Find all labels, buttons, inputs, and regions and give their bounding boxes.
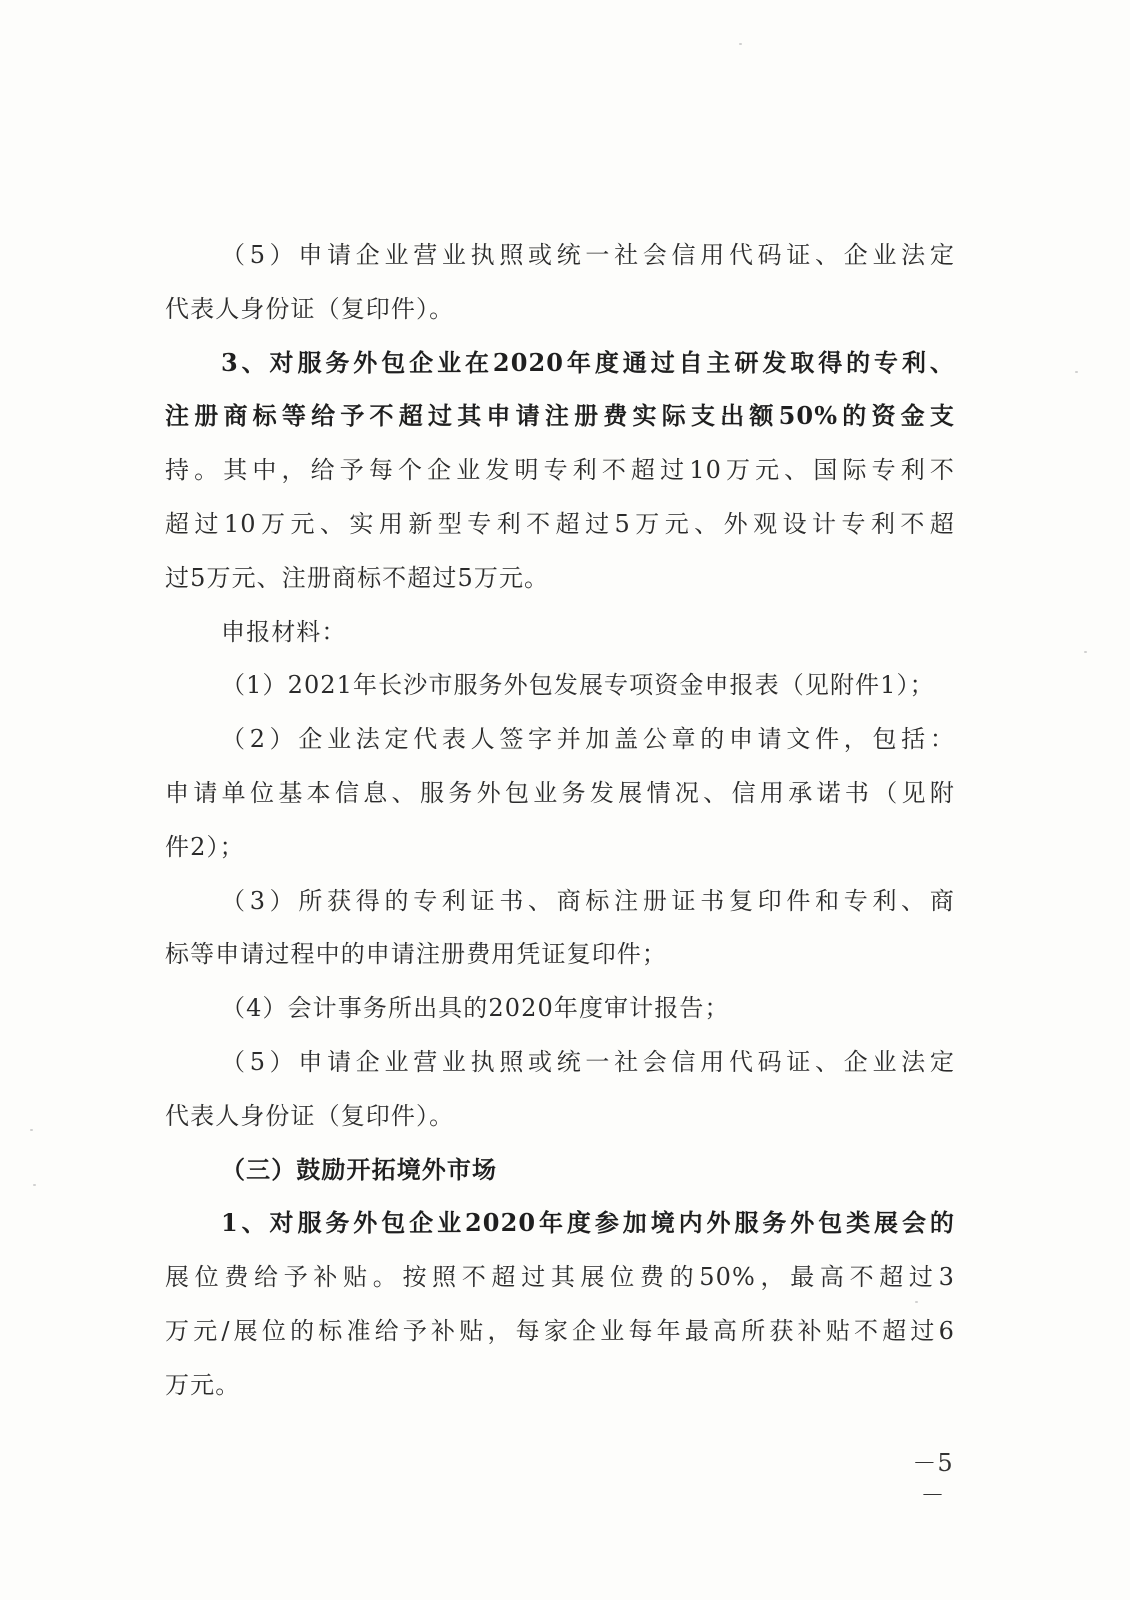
list-item-continuation: 代表人身份证（复印件）。 — [165, 1101, 455, 1130]
list-item: （2）企业法定代表人签字并加盖公章的申请文件，包括： — [221, 725, 955, 754]
paragraph-line: 万元/展位的标准给予补贴，每家企业每年最高所获补贴不超过6 — [165, 1316, 955, 1345]
paragraph-line: 万元。 — [165, 1370, 241, 1399]
list-item: （4）会计事务所出具的2020年度审计报告； — [221, 994, 730, 1023]
paragraph-line: 代表人身份证（复印件）。 — [165, 294, 455, 323]
section-heading: （三）鼓励开拓境外市场 — [221, 1154, 498, 1184]
list-item-continuation: 标等申请过程中的申请注册费用凭证复印件； — [165, 940, 667, 969]
scan-speck — [915, 1301, 918, 1303]
bold-paragraph-line: 注册商标等给予不超过其申请注册费实际支出额50%的资金支 — [165, 401, 955, 431]
scan-speck — [739, 43, 742, 45]
paragraph-line: （5）申请企业营业执照或统一社会信用代码证、企业法定 — [221, 241, 955, 269]
list-item: （1）2021年长沙市服务外包发展专项资金申报表（见附件1）； — [221, 671, 935, 700]
list-item: （5）申请企业营业执照或统一社会信用代码证、企业法定 — [221, 1047, 955, 1076]
bold-paragraph-line: 1、对服务外包企业2020年度参加境内外服务外包类展会的 — [221, 1208, 955, 1238]
bold-paragraph-line: 3、对服务外包企业在2020年度通过自主研发取得的专利、 — [221, 347, 955, 377]
paragraph-line: 超过10万元、实用新型专利不超过5万元、外观设计专利不超 — [165, 509, 955, 538]
section-label: 申报材料： — [221, 617, 347, 646]
scan-speck — [1084, 651, 1087, 653]
list-item-continuation: 申请单位基本信息、服务外包业务发展情况、信用承诺书（见附 — [165, 778, 955, 807]
paragraph-line: 过5万元、注册商标不超过5万元。 — [165, 563, 550, 592]
scan-speck — [30, 1129, 33, 1131]
scan-speck — [33, 1184, 36, 1186]
paragraph-line: 持。其中，给予每个企业发明专利不超过10万元、国际专利不 — [165, 456, 955, 485]
scan-speck — [1075, 371, 1078, 373]
paragraph-line: 展位费给予补贴。按照不超过其展位费的50%，最高不超过3 — [165, 1263, 955, 1292]
list-item: （3）所获得的专利证书、商标注册证书复印件和专利、商 — [221, 886, 955, 915]
document-body — [165, 231, 955, 1415]
list-item-continuation: 件2）； — [165, 832, 245, 861]
page-number: －5－ — [912, 1449, 954, 1509]
